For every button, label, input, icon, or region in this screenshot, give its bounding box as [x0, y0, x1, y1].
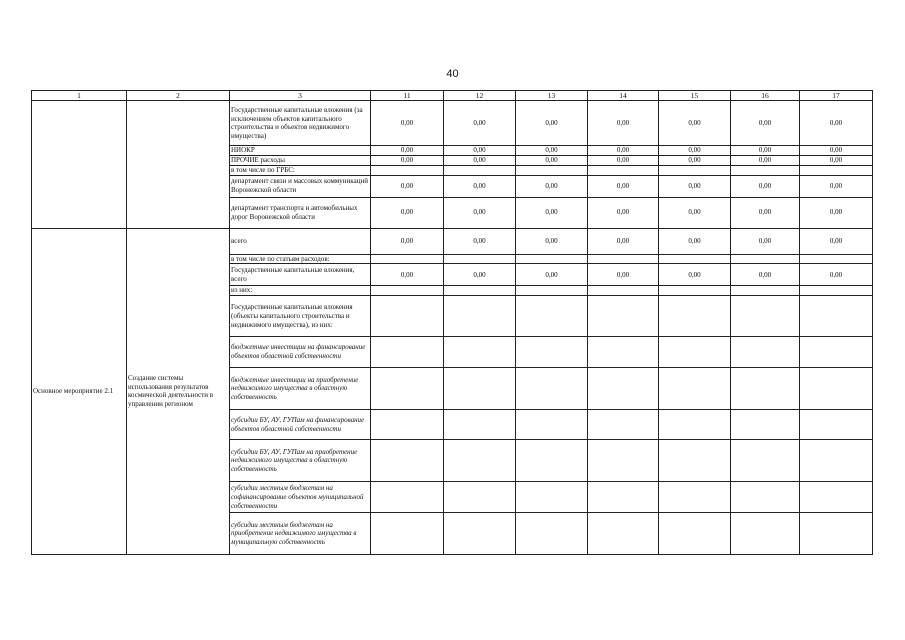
- expense-item-label: Государственные капитальные вложения (объекты капитального строительства и недвижимого имущества), из них:: [230, 296, 371, 337]
- value-cell: [588, 296, 659, 337]
- column-header: 17: [800, 91, 873, 101]
- value-cell: 0,00: [588, 228, 659, 254]
- value-cell: 0,00: [731, 156, 800, 166]
- value-cell: 0,00: [444, 101, 516, 146]
- value-cell: 0,00: [371, 175, 444, 197]
- value-cell: [588, 440, 659, 482]
- value-cell: [444, 337, 516, 368]
- expense-item-label: в том числе по статьям расходов:: [230, 254, 371, 264]
- value-cell: [371, 296, 444, 337]
- value-cell: [731, 286, 800, 296]
- value-cell: 0,00: [516, 264, 588, 286]
- value-cell: [371, 254, 444, 264]
- value-cell: [371, 286, 444, 296]
- column-header: 12: [444, 91, 516, 101]
- value-cell: [516, 165, 588, 175]
- value-cell: 0,00: [516, 156, 588, 166]
- column-header: 11: [371, 91, 444, 101]
- value-cell: [588, 482, 659, 513]
- value-cell: 0,00: [588, 264, 659, 286]
- expense-item-label: Государственные капитальные вложения (за исключением объектов капитального строительства и объектов недвижимого имущества): [230, 101, 371, 146]
- value-cell: 0,00: [444, 156, 516, 166]
- value-cell: [371, 440, 444, 482]
- page-number: 40: [446, 68, 459, 80]
- value-cell: [588, 368, 659, 410]
- value-cell: 0,00: [659, 228, 731, 254]
- value-cell: [588, 286, 659, 296]
- value-cell: 0,00: [731, 228, 800, 254]
- value-cell: 0,00: [659, 146, 731, 156]
- table-row: [32, 228, 873, 254]
- value-cell: [444, 296, 516, 337]
- value-cell: [731, 165, 800, 175]
- table-row: [32, 101, 873, 146]
- value-cell: [800, 410, 873, 440]
- value-cell: [800, 513, 873, 555]
- value-cell: [371, 368, 444, 410]
- value-cell: 0,00: [516, 175, 588, 197]
- value-cell: 0,00: [371, 146, 444, 156]
- expense-item-label: из них:: [230, 286, 371, 296]
- value-cell: [588, 513, 659, 555]
- value-cell: 0,00: [731, 197, 800, 228]
- value-cell: [444, 368, 516, 410]
- value-cell: 0,00: [516, 228, 588, 254]
- value-cell: [516, 368, 588, 410]
- value-cell: [659, 337, 731, 368]
- value-cell: [371, 165, 444, 175]
- value-cell: 0,00: [731, 101, 800, 146]
- value-cell: [371, 337, 444, 368]
- measure-code-cell: [32, 101, 127, 228]
- value-cell: 0,00: [659, 197, 731, 228]
- value-cell: [800, 337, 873, 368]
- value-cell: 0,00: [800, 197, 873, 228]
- value-cell: [731, 296, 800, 337]
- expense-item-label: субсидии БУ, АУ, ГУПам на финансирование объектов областной собственности: [230, 410, 371, 440]
- value-cell: [800, 440, 873, 482]
- value-cell: [444, 513, 516, 555]
- column-header: 15: [659, 91, 731, 101]
- value-cell: 0,00: [371, 197, 444, 228]
- expense-item-label: субсидии БУ, АУ, ГУПам на приобретение недвижимого имущества в областную собственность: [230, 440, 371, 482]
- value-cell: 0,00: [516, 146, 588, 156]
- expense-item-label: НИОКР: [230, 146, 371, 156]
- value-cell: [731, 482, 800, 513]
- expense-item-label: департамент транспорта и автомобильных дорог Воронежской области: [230, 197, 371, 228]
- value-cell: [731, 337, 800, 368]
- value-cell: [444, 482, 516, 513]
- value-cell: [516, 513, 588, 555]
- value-cell: 0,00: [731, 146, 800, 156]
- value-cell: [444, 165, 516, 175]
- value-cell: [731, 440, 800, 482]
- value-cell: [516, 296, 588, 337]
- value-cell: [516, 482, 588, 513]
- value-cell: 0,00: [516, 101, 588, 146]
- value-cell: [659, 513, 731, 555]
- value-cell: [516, 337, 588, 368]
- value-cell: [731, 513, 800, 555]
- value-cell: [516, 440, 588, 482]
- value-cell: 0,00: [731, 264, 800, 286]
- value-cell: 0,00: [371, 156, 444, 166]
- value-cell: [659, 254, 731, 264]
- value-cell: 0,00: [444, 228, 516, 254]
- value-cell: 0,00: [659, 264, 731, 286]
- value-cell: 0,00: [800, 156, 873, 166]
- value-cell: 0,00: [588, 175, 659, 197]
- value-cell: [516, 286, 588, 296]
- value-cell: 0,00: [588, 146, 659, 156]
- value-cell: [444, 254, 516, 264]
- value-cell: 0,00: [444, 197, 516, 228]
- value-cell: [731, 254, 800, 264]
- value-cell: [659, 482, 731, 513]
- value-cell: [800, 368, 873, 410]
- expense-item-label: всего: [230, 228, 371, 254]
- value-cell: [800, 296, 873, 337]
- column-header: 13: [516, 91, 588, 101]
- value-cell: 0,00: [800, 228, 873, 254]
- value-cell: [588, 165, 659, 175]
- value-cell: 0,00: [588, 156, 659, 166]
- value-cell: [659, 296, 731, 337]
- measure-name-cell: [127, 101, 230, 228]
- value-cell: [800, 482, 873, 513]
- column-header: 16: [731, 91, 800, 101]
- value-cell: [588, 337, 659, 368]
- column-header: 2: [127, 91, 230, 101]
- value-cell: [800, 165, 873, 175]
- measure-code-cell: Основное мероприятие 2.1: [32, 228, 127, 555]
- expense-item-label: бюджетные инвестиции на приобретение недвижимого имущества в областную собственность: [230, 368, 371, 410]
- column-header: 1: [32, 91, 127, 101]
- value-cell: 0,00: [800, 101, 873, 146]
- value-cell: [800, 286, 873, 296]
- value-cell: 0,00: [588, 101, 659, 146]
- value-cell: 0,00: [588, 197, 659, 228]
- value-cell: [659, 368, 731, 410]
- expense-item-label: Государственные капитальные вложения, всего: [230, 264, 371, 286]
- value-cell: [371, 410, 444, 440]
- value-cell: 0,00: [371, 228, 444, 254]
- value-cell: [371, 482, 444, 513]
- value-cell: 0,00: [516, 197, 588, 228]
- value-cell: [731, 368, 800, 410]
- column-header: 3: [230, 91, 371, 101]
- value-cell: [444, 440, 516, 482]
- value-cell: [659, 165, 731, 175]
- value-cell: [516, 254, 588, 264]
- value-cell: [588, 410, 659, 440]
- budget-table: [31, 90, 873, 555]
- expense-item-label: субсидии местным бюджетам на приобретение недвижимого имущества в муниципальную собственность: [230, 513, 371, 555]
- value-cell: 0,00: [444, 175, 516, 197]
- expense-item-label: ПРОЧИЕ расходы: [230, 156, 371, 166]
- value-cell: [516, 410, 588, 440]
- expense-item-label: в том числе по ГРБС:: [230, 165, 371, 175]
- header-row: [32, 91, 873, 101]
- expense-item-label: бюджетные инвестиции на финансирование объектов областной собственности: [230, 337, 371, 368]
- value-cell: [659, 440, 731, 482]
- value-cell: 0,00: [800, 264, 873, 286]
- measure-name-cell: Создание системы использования результатов космической деятельности в управлении регионом: [127, 228, 230, 555]
- expense-item-label: департамент связи и массовых коммуникаций Воронежской области: [230, 175, 371, 197]
- value-cell: 0,00: [371, 101, 444, 146]
- value-cell: [371, 513, 444, 555]
- value-cell: [731, 410, 800, 440]
- value-cell: 0,00: [659, 175, 731, 197]
- column-header: 14: [588, 91, 659, 101]
- value-cell: 0,00: [731, 175, 800, 197]
- expense-item-label: субсидии местным бюджетам на софинансирование объектов муниципальной собственности: [230, 482, 371, 513]
- value-cell: 0,00: [800, 146, 873, 156]
- value-cell: 0,00: [371, 264, 444, 286]
- value-cell: 0,00: [444, 146, 516, 156]
- value-cell: [444, 286, 516, 296]
- value-cell: [588, 254, 659, 264]
- value-cell: [800, 254, 873, 264]
- value-cell: 0,00: [659, 101, 731, 146]
- value-cell: 0,00: [444, 264, 516, 286]
- value-cell: [444, 410, 516, 440]
- value-cell: [659, 286, 731, 296]
- value-cell: 0,00: [800, 175, 873, 197]
- value-cell: [659, 410, 731, 440]
- value-cell: 0,00: [659, 156, 731, 166]
